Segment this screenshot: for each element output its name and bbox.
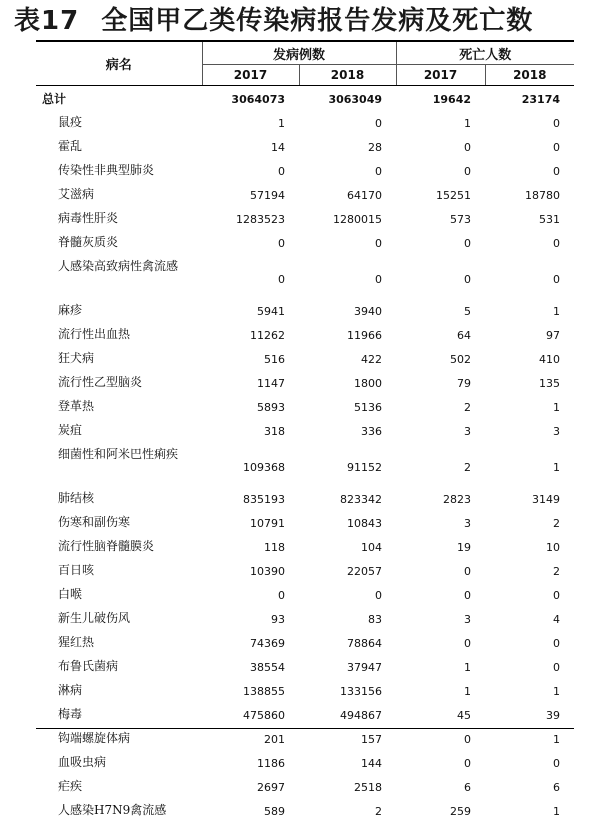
disease-name	[36, 208, 202, 232]
cell-deaths-2018: 2	[485, 560, 574, 584]
disease-name	[36, 512, 202, 536]
cell-deaths-2017: 3	[396, 512, 485, 536]
col-header-deaths-2018: 2018	[485, 65, 574, 86]
table-row	[36, 656, 574, 680]
cell-cases-2017: 14	[202, 136, 299, 160]
cell-deaths-2018: 0	[485, 256, 574, 300]
cell-cases-2017: 475860	[202, 704, 299, 728]
cell-deaths-2017: 0	[396, 728, 485, 752]
disease-name-text: 流行性乙型脑炎	[58, 375, 142, 389]
table-row	[36, 208, 574, 232]
disease-name-text: 艾滋病	[58, 187, 94, 201]
cell-cases-2017: 57194	[202, 184, 299, 208]
disease-name-text: 白喉	[58, 587, 82, 601]
table-row	[36, 136, 574, 160]
disease-name	[36, 324, 202, 348]
cell-deaths-2017: 0	[396, 160, 485, 184]
cell-cases-2018: 1800	[299, 372, 396, 396]
cell-cases-2017: 0	[202, 584, 299, 608]
table-row	[36, 232, 574, 256]
disease-name-text: 登革热	[58, 399, 94, 413]
cell-cases-2018: 1280015	[299, 208, 396, 232]
table-row	[36, 160, 574, 184]
cell-cases-2018: 0	[299, 232, 396, 256]
disease-name-text: 鼠疫	[58, 115, 82, 129]
disease-name-text: 狂犬病	[58, 351, 94, 365]
cell-cases-2017: 74369	[202, 632, 299, 656]
cell-cases-2017: 10791	[202, 512, 299, 536]
disease-name-text: 伤寒和副伤寒	[58, 515, 130, 529]
table-row	[36, 800, 574, 824]
table-title: 全国甲乙类传染病报告发病及死亡数	[101, 6, 533, 36]
cell-cases-2017: 1283523	[202, 208, 299, 232]
total-cases-2017: 3064073	[202, 86, 299, 113]
cell-cases-2017: 0	[202, 160, 299, 184]
cell-cases-2018: 83	[299, 608, 396, 632]
col-group-cases: 发病例数	[202, 42, 396, 65]
table-row	[36, 536, 574, 560]
disease-name	[36, 444, 202, 488]
cell-cases-2017: 10390	[202, 560, 299, 584]
table-row	[36, 300, 574, 324]
disease-name-text: 流行性出血热	[58, 327, 130, 341]
table-row	[36, 396, 574, 420]
cell-deaths-2017: 6	[396, 776, 485, 800]
disease-name	[36, 420, 202, 444]
table-header	[36, 42, 574, 86]
cell-cases-2017: 0	[202, 232, 299, 256]
cell-deaths-2017: 0	[396, 632, 485, 656]
disease-name	[36, 232, 202, 256]
bottom-rule	[36, 728, 574, 729]
table-row	[36, 112, 574, 136]
cell-deaths-2018: 0	[485, 232, 574, 256]
cell-cases-2017: 38554	[202, 656, 299, 680]
table-number: 表17	[14, 6, 79, 36]
table-body	[36, 86, 574, 824]
total-row	[36, 86, 574, 113]
cell-deaths-2017: 1	[396, 656, 485, 680]
disease-table	[36, 42, 574, 824]
disease-name	[36, 396, 202, 420]
disease-name-text: 血吸虫病	[58, 755, 106, 769]
disease-name	[36, 488, 202, 512]
cell-cases-2018: 91152	[299, 444, 396, 488]
cell-deaths-2018: 531	[485, 208, 574, 232]
cell-deaths-2017: 5	[396, 300, 485, 324]
col-header-deaths-2017: 2017	[396, 65, 485, 86]
cell-cases-2018: 133156	[299, 680, 396, 704]
cell-deaths-2017: 2	[396, 396, 485, 420]
disease-name	[36, 608, 202, 632]
cell-deaths-2018: 1	[485, 680, 574, 704]
disease-name-text: 人感染H7N9禽流感	[58, 803, 166, 817]
table-row	[36, 488, 574, 512]
disease-name	[36, 136, 202, 160]
cell-deaths-2018: 97	[485, 324, 574, 348]
cell-cases-2018: 157	[299, 728, 396, 752]
cell-cases-2018: 22057	[299, 560, 396, 584]
cell-cases-2018: 0	[299, 584, 396, 608]
cell-cases-2017: 5893	[202, 396, 299, 420]
disease-name-text: 钩端螺旋体病	[58, 731, 130, 745]
cell-deaths-2017: 0	[396, 560, 485, 584]
disease-name-text: 霍乱	[58, 139, 82, 153]
disease-name	[36, 680, 202, 704]
cell-cases-2018: 5136	[299, 396, 396, 420]
cell-deaths-2018: 1	[485, 800, 574, 824]
cell-deaths-2018: 0	[485, 160, 574, 184]
cell-cases-2017: 201	[202, 728, 299, 752]
table-row	[36, 372, 574, 396]
table-row	[36, 348, 574, 372]
disease-name	[36, 776, 202, 800]
cell-cases-2017: 5941	[202, 300, 299, 324]
cell-deaths-2018: 6	[485, 776, 574, 800]
disease-name	[36, 704, 202, 728]
col-group-deaths: 死亡人数	[396, 42, 574, 65]
cell-cases-2018: 28	[299, 136, 396, 160]
cell-deaths-2017: 502	[396, 348, 485, 372]
cell-cases-2018: 64170	[299, 184, 396, 208]
cell-cases-2017: 1147	[202, 372, 299, 396]
disease-name	[36, 800, 202, 824]
disease-name-text: 淋病	[58, 683, 82, 697]
total-deaths-2018: 23174	[485, 86, 574, 113]
cell-cases-2018: 823342	[299, 488, 396, 512]
cell-deaths-2018: 0	[485, 584, 574, 608]
disease-name-text: 麻疹	[58, 303, 82, 317]
cell-cases-2018: 2518	[299, 776, 396, 800]
disease-name	[36, 536, 202, 560]
cell-cases-2017: 589	[202, 800, 299, 824]
cell-deaths-2017: 259	[396, 800, 485, 824]
cell-cases-2018: 10843	[299, 512, 396, 536]
cell-cases-2018: 0	[299, 112, 396, 136]
cell-deaths-2018: 39	[485, 704, 574, 728]
disease-name-text: 新生儿破伤风	[58, 611, 130, 625]
cell-deaths-2018: 0	[485, 112, 574, 136]
disease-name-text: 人感染高致病性禽流感	[58, 259, 178, 273]
cell-cases-2017: 118	[202, 536, 299, 560]
cell-deaths-2017: 0	[396, 584, 485, 608]
cell-deaths-2017: 1	[396, 112, 485, 136]
cell-cases-2017: 1	[202, 112, 299, 136]
cell-cases-2017: 835193	[202, 488, 299, 512]
cell-cases-2018: 336	[299, 420, 396, 444]
disease-name-text: 猩红热	[58, 635, 94, 649]
table-row	[36, 184, 574, 208]
cell-cases-2018: 0	[299, 256, 396, 300]
col-header-name: 病名	[36, 42, 202, 86]
cell-deaths-2018: 3149	[485, 488, 574, 512]
table-row	[36, 444, 574, 488]
cell-cases-2017: 1186	[202, 752, 299, 776]
cell-cases-2018: 104	[299, 536, 396, 560]
cell-deaths-2017: 3	[396, 420, 485, 444]
cell-deaths-2017: 79	[396, 372, 485, 396]
cell-cases-2017: 11262	[202, 324, 299, 348]
cell-cases-2017: 138855	[202, 680, 299, 704]
cell-deaths-2018: 410	[485, 348, 574, 372]
disease-name-text: 疟疾	[58, 779, 82, 793]
disease-name-text: 传染性非典型肺炎	[58, 163, 154, 177]
cell-deaths-2017: 3	[396, 608, 485, 632]
table-row	[36, 776, 574, 800]
cell-deaths-2018: 18780	[485, 184, 574, 208]
disease-name-text: 肺结核	[58, 491, 94, 505]
cell-cases-2017: 318	[202, 420, 299, 444]
total-deaths-2017: 19642	[396, 86, 485, 113]
cell-deaths-2018: 4	[485, 608, 574, 632]
cell-deaths-2018: 1	[485, 728, 574, 752]
cell-cases-2018: 37947	[299, 656, 396, 680]
disease-name	[36, 632, 202, 656]
disease-name	[36, 348, 202, 372]
cell-deaths-2017: 0	[396, 256, 485, 300]
total-cases-2018: 3063049	[299, 86, 396, 113]
page-title	[14, 2, 533, 40]
cell-cases-2018: 494867	[299, 704, 396, 728]
cell-cases-2017: 516	[202, 348, 299, 372]
cell-cases-2017: 93	[202, 608, 299, 632]
cell-deaths-2018: 0	[485, 656, 574, 680]
disease-name-text: 流行性脑脊髓膜炎	[58, 539, 154, 553]
disease-name	[36, 372, 202, 396]
disease-name-text: 病毒性肝炎	[58, 211, 118, 225]
disease-name	[36, 184, 202, 208]
table-row	[36, 704, 574, 728]
disease-name	[36, 300, 202, 324]
cell-deaths-2018: 2	[485, 512, 574, 536]
table-row	[36, 632, 574, 656]
disease-name	[36, 112, 202, 136]
cell-deaths-2017: 15251	[396, 184, 485, 208]
table-row	[36, 420, 574, 444]
cell-deaths-2017: 573	[396, 208, 485, 232]
cell-cases-2018: 422	[299, 348, 396, 372]
cell-deaths-2017: 2	[396, 444, 485, 488]
cell-cases-2018: 0	[299, 160, 396, 184]
table-row	[36, 680, 574, 704]
cell-deaths-2018: 0	[485, 752, 574, 776]
disease-name-text: 脊髓灰质炎	[58, 235, 118, 249]
table-row	[36, 324, 574, 348]
table-row	[36, 584, 574, 608]
cell-cases-2018: 78864	[299, 632, 396, 656]
cell-cases-2018: 144	[299, 752, 396, 776]
cell-deaths-2017: 45	[396, 704, 485, 728]
disease-name-text: 布鲁氏菌病	[58, 659, 118, 673]
cell-cases-2017: 2697	[202, 776, 299, 800]
disease-name	[36, 160, 202, 184]
cell-deaths-2017: 19	[396, 536, 485, 560]
table-row	[36, 256, 574, 300]
col-header-cases-2018: 2018	[299, 65, 396, 86]
table-row	[36, 512, 574, 536]
cell-deaths-2017: 0	[396, 136, 485, 160]
table-row	[36, 752, 574, 776]
disease-name-text: 炭疽	[58, 423, 82, 437]
cell-deaths-2018: 0	[485, 136, 574, 160]
disease-name	[36, 560, 202, 584]
cell-cases-2018: 2	[299, 800, 396, 824]
disease-name	[36, 256, 202, 300]
cell-deaths-2018: 1	[485, 396, 574, 420]
cell-deaths-2018: 1	[485, 444, 574, 488]
cell-deaths-2018: 10	[485, 536, 574, 560]
disease-name-text: 细菌性和阿米巴性痢疾	[58, 447, 178, 461]
disease-name	[36, 752, 202, 776]
disease-name-text: 梅毒	[58, 707, 82, 721]
total-label: 总计	[36, 86, 202, 113]
cell-deaths-2017: 1	[396, 680, 485, 704]
cell-cases-2018: 3940	[299, 300, 396, 324]
disease-name-text: 百日咳	[58, 563, 94, 577]
table-row	[36, 608, 574, 632]
cell-deaths-2018: 3	[485, 420, 574, 444]
disease-name	[36, 656, 202, 680]
cell-deaths-2017: 2823	[396, 488, 485, 512]
cell-deaths-2018: 1	[485, 300, 574, 324]
cell-deaths-2018: 135	[485, 372, 574, 396]
table-row	[36, 560, 574, 584]
cell-deaths-2018: 0	[485, 632, 574, 656]
disease-name	[36, 584, 202, 608]
cell-cases-2017: 109368	[202, 444, 299, 488]
cell-deaths-2017: 0	[396, 232, 485, 256]
cell-cases-2018: 11966	[299, 324, 396, 348]
cell-deaths-2017: 0	[396, 752, 485, 776]
col-header-cases-2017: 2017	[202, 65, 299, 86]
cell-cases-2017: 0	[202, 256, 299, 300]
cell-deaths-2017: 64	[396, 324, 485, 348]
